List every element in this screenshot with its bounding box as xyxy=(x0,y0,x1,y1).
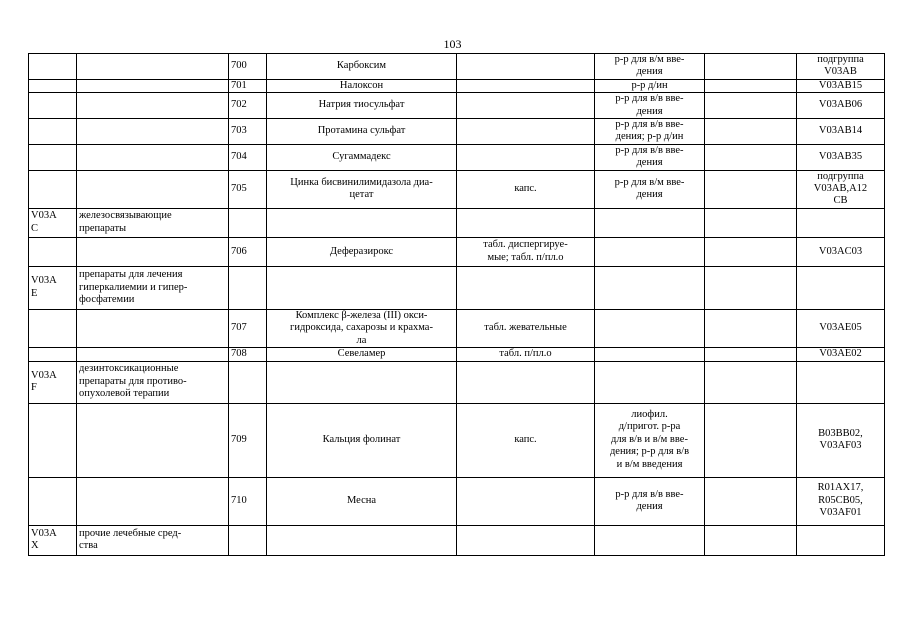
table-row xyxy=(29,266,885,309)
cell-extra xyxy=(705,361,797,403)
cell-atc: B03BB02, V03AF03 xyxy=(797,403,885,477)
cell-name xyxy=(267,208,457,237)
cell-form1: капс. xyxy=(457,403,595,477)
cell-form1: капс. xyxy=(457,170,595,208)
cell-name: Натрия тиосульфат xyxy=(267,93,457,119)
cell-form1 xyxy=(457,54,595,80)
cell-name: Протамина сульфат xyxy=(267,119,457,145)
cell-form2: р-р для в/в вве- дения xyxy=(595,93,705,119)
cell-num xyxy=(229,361,267,403)
cell-form1 xyxy=(457,525,595,555)
cell-extra xyxy=(705,348,797,361)
cell-name: Деферазирокс xyxy=(267,237,457,266)
cell-code xyxy=(29,403,77,477)
cell-form1: табл. п/пл.о xyxy=(457,348,595,361)
cell-atc: R01AX17, R05CB05, V03AF01 xyxy=(797,477,885,525)
cell-extra xyxy=(705,54,797,80)
table-row xyxy=(29,93,885,119)
cell-name: Месна xyxy=(267,477,457,525)
cell-extra xyxy=(705,93,797,119)
table-row xyxy=(29,525,885,555)
table-row xyxy=(29,79,885,92)
table-row xyxy=(29,119,885,145)
cell-code: V03A X xyxy=(29,525,77,555)
cell-form2 xyxy=(595,309,705,347)
cell-num: 700 xyxy=(229,54,267,80)
cell-extra xyxy=(705,525,797,555)
cell-form2 xyxy=(595,525,705,555)
cell-code: V03A C xyxy=(29,208,77,237)
cell-code: V03A E xyxy=(29,266,77,309)
cell-num: 702 xyxy=(229,93,267,119)
cell-extra xyxy=(705,79,797,92)
cell-group xyxy=(77,93,229,119)
cell-extra xyxy=(705,170,797,208)
cell-num: 707 xyxy=(229,309,267,347)
cell-form2: р-р д/ин xyxy=(595,79,705,92)
cell-extra xyxy=(705,237,797,266)
cell-name xyxy=(267,266,457,309)
cell-extra xyxy=(705,208,797,237)
cell-form2: р-р для в/в вве- дения xyxy=(595,144,705,170)
cell-code xyxy=(29,477,77,525)
cell-extra xyxy=(705,266,797,309)
cell-code xyxy=(29,93,77,119)
cell-group xyxy=(77,348,229,361)
cell-atc: V03AB14 xyxy=(797,119,885,145)
page-number: 103 xyxy=(443,37,462,51)
table-row xyxy=(29,348,885,361)
table-row xyxy=(29,309,885,347)
table-row xyxy=(29,54,885,80)
cell-name: Сугаммадекс xyxy=(267,144,457,170)
cell-atc: V03AB35 xyxy=(797,144,885,170)
cell-form2 xyxy=(595,266,705,309)
cell-form1 xyxy=(457,119,595,145)
cell-extra xyxy=(705,119,797,145)
cell-form2: лиофил. д/пригот. р-ра для в/в и в/м вве- дения; р-р для в/в и в/м введения xyxy=(595,403,705,477)
cell-form2 xyxy=(595,208,705,237)
cell-code xyxy=(29,237,77,266)
cell-num: 706 xyxy=(229,237,267,266)
cell-atc: V03AB06 xyxy=(797,93,885,119)
cell-name: Карбоксим xyxy=(267,54,457,80)
cell-num: 703 xyxy=(229,119,267,145)
cell-group: препараты для лечения гиперкалиемии и гипер- фосфатемии xyxy=(77,266,229,309)
cell-form2 xyxy=(595,348,705,361)
table-row xyxy=(29,237,885,266)
cell-num: 704 xyxy=(229,144,267,170)
cell-code xyxy=(29,144,77,170)
cell-form2: р-р для в/м вве- дения xyxy=(595,54,705,80)
cell-form1 xyxy=(457,79,595,92)
cell-num: 701 xyxy=(229,79,267,92)
cell-name xyxy=(267,361,457,403)
cell-form2 xyxy=(595,361,705,403)
cell-code xyxy=(29,348,77,361)
cell-num: 710 xyxy=(229,477,267,525)
cell-name: Цинка бисвинилимидазола диа- цетат xyxy=(267,170,457,208)
cell-atc: V03AE02 xyxy=(797,348,885,361)
table-row xyxy=(29,208,885,237)
cell-name: Комплекс β-железа (III) окси- гидроксида, сахарозы и крахма- ла xyxy=(267,309,457,347)
cell-group xyxy=(77,237,229,266)
cell-group xyxy=(77,79,229,92)
cell-form1 xyxy=(457,93,595,119)
table-row xyxy=(29,477,885,525)
cell-form1: табл. жевательные xyxy=(457,309,595,347)
cell-group xyxy=(77,309,229,347)
cell-code xyxy=(29,54,77,80)
cell-atc: подгруппа V03AB xyxy=(797,54,885,80)
cell-extra xyxy=(705,403,797,477)
table-body xyxy=(29,54,885,556)
cell-num xyxy=(229,208,267,237)
cell-form2: р-р для в/в вве- дения xyxy=(595,477,705,525)
cell-form1 xyxy=(457,266,595,309)
cell-code xyxy=(29,119,77,145)
cell-num: 709 xyxy=(229,403,267,477)
cell-group xyxy=(77,170,229,208)
table-row xyxy=(29,403,885,477)
table-row xyxy=(29,144,885,170)
cell-name: Налоксон xyxy=(267,79,457,92)
cell-atc: подгруппа V03AB,A12 CB xyxy=(797,170,885,208)
cell-form1 xyxy=(457,477,595,525)
cell-group: прочие лечебные сред- ства xyxy=(77,525,229,555)
cell-name: Кальция фолинат xyxy=(267,403,457,477)
cell-form1 xyxy=(457,208,595,237)
cell-group xyxy=(77,54,229,80)
cell-atc: V03AC03 xyxy=(797,237,885,266)
cell-extra xyxy=(705,309,797,347)
drug-table xyxy=(28,53,885,556)
cell-form2: р-р для в/в вве- дения; р-р д/ин xyxy=(595,119,705,145)
cell-code xyxy=(29,79,77,92)
table-row xyxy=(29,361,885,403)
cell-atc: V03AB15 xyxy=(797,79,885,92)
cell-name xyxy=(267,525,457,555)
cell-num: 705 xyxy=(229,170,267,208)
cell-form1 xyxy=(457,144,595,170)
cell-atc xyxy=(797,208,885,237)
cell-extra xyxy=(705,144,797,170)
cell-group xyxy=(77,144,229,170)
cell-form1: табл. диспергируе- мые; табл. п/пл.о xyxy=(457,237,595,266)
cell-atc xyxy=(797,266,885,309)
cell-form1 xyxy=(457,361,595,403)
cell-group xyxy=(77,119,229,145)
cell-group xyxy=(77,403,229,477)
cell-form2 xyxy=(595,237,705,266)
cell-atc xyxy=(797,525,885,555)
cell-num xyxy=(229,525,267,555)
table-row xyxy=(29,170,885,208)
cell-atc: V03AE05 xyxy=(797,309,885,347)
cell-code xyxy=(29,309,77,347)
cell-name: Севеламер xyxy=(267,348,457,361)
cell-extra xyxy=(705,477,797,525)
cell-group: железосвязывающие препараты xyxy=(77,208,229,237)
cell-num xyxy=(229,266,267,309)
cell-group: дезинтоксикационные препараты для противо- опухолевой терапии xyxy=(77,361,229,403)
cell-code: V03A F xyxy=(29,361,77,403)
cell-form2: р-р для в/м вве- дения xyxy=(595,170,705,208)
cell-atc xyxy=(797,361,885,403)
cell-code xyxy=(29,170,77,208)
cell-num: 708 xyxy=(229,348,267,361)
cell-group xyxy=(77,477,229,525)
